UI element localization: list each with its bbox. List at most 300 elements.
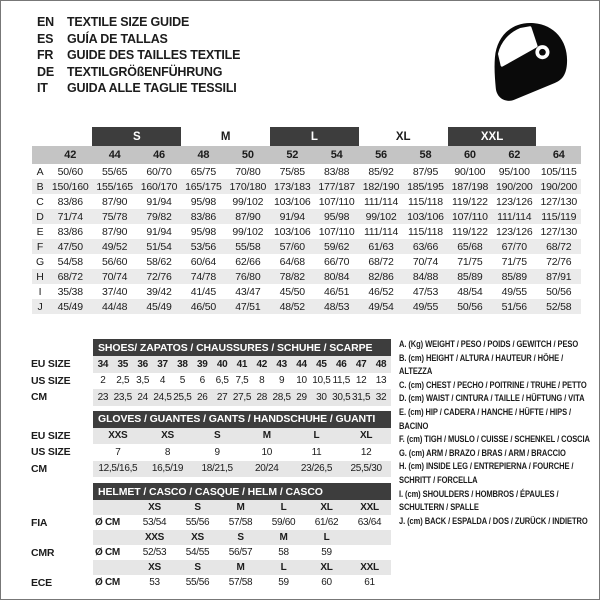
cell-value: 39 <box>192 356 212 373</box>
table-title: HELMET / CASCO / CASQUE / HELM / CASCO <box>93 483 391 500</box>
size-value: 83/86 <box>181 209 225 224</box>
size-group-M: M <box>220 130 231 143</box>
size-value: 99/102 <box>359 209 403 224</box>
helmet-size-header: XXL <box>348 500 391 515</box>
table-row <box>32 146 581 164</box>
size-value: 87/90 <box>101 195 128 208</box>
helmet-size-value: 63/64 <box>357 517 382 528</box>
cell-value: XXS <box>93 428 143 445</box>
helmet-size-value: 53 <box>149 577 160 588</box>
size-value: 91/94 <box>146 195 172 208</box>
size-value: 70/74 <box>92 269 136 284</box>
cell-value: 34 <box>93 356 113 373</box>
table-row <box>31 461 391 478</box>
helmet-size-value: 61 <box>364 577 375 588</box>
size-value: 87/95 <box>412 165 439 178</box>
size-value: 41/45 <box>190 285 217 298</box>
helmet-size-header: S <box>176 500 219 515</box>
cell-value: 32 <box>371 389 391 406</box>
size-value: 43/47 <box>235 285 261 298</box>
cell-value: 5 <box>179 375 185 387</box>
cell-value: 10,5 <box>312 375 331 387</box>
size-value: 165/175 <box>181 179 225 194</box>
size-value: 72/76 <box>546 255 572 268</box>
row-letter-H: H <box>32 269 48 284</box>
size-value: 49/55 <box>403 299 447 314</box>
size-value: 79/82 <box>137 209 181 224</box>
size-value: 46/50 <box>181 299 225 314</box>
table-row <box>32 269 581 284</box>
table-row <box>31 373 391 390</box>
size-group-XXL: XXL <box>448 127 537 146</box>
size-value: 190/200 <box>536 179 581 194</box>
size-value: 115/118 <box>407 225 443 238</box>
size-value: 95/98 <box>314 209 358 224</box>
size-value: 187/198 <box>448 179 492 194</box>
table-row <box>31 428 391 445</box>
size-value: 103/106 <box>273 225 311 238</box>
size-value: 72/76 <box>137 269 181 284</box>
cell-value: 48 <box>371 356 391 373</box>
helmet-size-value: 59 <box>321 547 332 558</box>
size-value: 68/72 <box>48 269 92 284</box>
helmet-size-value: 58 <box>278 547 289 558</box>
language-code: ES <box>37 31 54 46</box>
language-title-list <box>37 14 240 97</box>
helmet-size-header: XXL <box>348 560 391 575</box>
cell-value: 16,5/19 <box>143 461 193 478</box>
language-row-es <box>37 31 240 48</box>
table-row <box>31 339 391 356</box>
size-value: 91/94 <box>270 209 314 224</box>
row-letter-A: A <box>36 165 44 178</box>
shoes-size-table <box>31 339 391 406</box>
language-row-en <box>37 14 240 31</box>
row-letter-E: E <box>36 225 44 238</box>
size-value: 57/60 <box>270 239 314 254</box>
size-value: 54/58 <box>57 255 83 268</box>
helmet-size-table <box>31 483 391 590</box>
size-value: 48/52 <box>270 299 314 314</box>
size-value: 52/58 <box>536 299 581 314</box>
cell-value: 27 <box>212 389 232 406</box>
size-value: 48/53 <box>314 299 358 314</box>
size-value: 185/195 <box>403 179 447 194</box>
size-value: 75/85 <box>279 165 305 178</box>
size-value: 95/98 <box>190 225 217 238</box>
table-row <box>32 194 581 209</box>
cell-value: 20/24 <box>242 461 292 478</box>
size-value: 60/70 <box>146 165 172 178</box>
size-value: 78/82 <box>270 269 314 284</box>
size-value: 58/62 <box>146 255 172 268</box>
helmet-size-value: 59/60 <box>271 517 296 528</box>
cell-value: 40 <box>212 356 232 373</box>
size-value: 39/42 <box>146 285 172 298</box>
size-value: 50/60 <box>57 165 83 178</box>
language-row-it <box>37 80 240 97</box>
cell-value: 47 <box>351 356 371 373</box>
cell-value: 43 <box>272 356 292 373</box>
helmet-size-header: XL <box>305 500 348 515</box>
cell-value: 12 <box>355 375 367 387</box>
helmet-size-value: 57/58 <box>228 517 253 528</box>
helmet-size-header: L <box>305 530 348 545</box>
helmet-size-value: 55/56 <box>185 517 210 528</box>
size-value: 107/110 <box>318 195 355 208</box>
size-header-56: 56 <box>359 146 403 164</box>
size-value: 50/56 <box>448 299 492 314</box>
size-value: 82/86 <box>359 269 403 284</box>
size-value: 85/89 <box>448 269 492 284</box>
size-value: 87/91 <box>536 269 581 284</box>
cell-value: S <box>192 428 242 445</box>
helmet-size-value: 61/62 <box>314 517 339 528</box>
size-value: 90/100 <box>454 165 486 178</box>
row-label-cm: CM <box>31 389 93 406</box>
size-group-spacer <box>536 127 581 146</box>
size-value: 160/170 <box>137 179 181 194</box>
gloves-size-table <box>31 411 391 478</box>
row-label-cm: CM <box>31 461 93 478</box>
title-spacer <box>31 411 93 428</box>
cell-value: 6,5 <box>215 375 229 387</box>
cell-value: 13 <box>375 375 387 387</box>
size-value: 99/102 <box>232 195 264 208</box>
legend-item: G. (cm) ARM / BRAZO / BRAS / ARM / BRACCIO <box>399 447 566 458</box>
cell-value: 46 <box>331 356 351 373</box>
helmet-size-header: L <box>262 560 305 575</box>
size-value: 55/65 <box>101 165 128 178</box>
cell-value: 11 <box>311 446 322 458</box>
helmet-size-value: 60 <box>321 577 332 588</box>
size-row-spacer <box>31 500 93 515</box>
size-value: 46/51 <box>324 285 350 298</box>
size-value: 83/86 <box>57 195 83 208</box>
title-spacer <box>31 339 93 356</box>
cell-value: XS <box>143 428 193 445</box>
row-label-fia: FIA <box>31 515 93 530</box>
table-row <box>31 545 391 560</box>
table-row <box>32 179 581 194</box>
language-code: FR <box>37 48 54 62</box>
size-value: 127/130 <box>540 195 578 208</box>
cell-value: 10 <box>296 375 307 387</box>
size-value: 68/72 <box>536 239 581 254</box>
size-header-46: 46 <box>137 146 181 164</box>
diameter-unit: Ø CM <box>95 577 120 588</box>
size-value: 85/89 <box>492 269 536 284</box>
cell-value: 30,5 <box>331 389 351 406</box>
size-value: 60/64 <box>190 255 217 268</box>
cell-value: M <box>242 428 292 445</box>
size-value: 103/106 <box>273 195 311 208</box>
helmet-size-value: 56/57 <box>228 547 253 558</box>
accessory-tables <box>31 339 391 595</box>
cell-value: 28,5 <box>272 389 292 406</box>
size-value: 173/183 <box>270 179 314 194</box>
legend-item: F. (cm) TIGH / MUSLO / CUISSE / SCHENKEL / COSCIA <box>399 434 590 445</box>
row-letter-J: J <box>32 299 48 314</box>
cell-value: 3,5 <box>136 375 150 387</box>
helmet-size-header: XXS <box>133 530 176 545</box>
size-value: 50/56 <box>546 285 572 298</box>
row-letter-G: G <box>36 255 44 268</box>
row-label-eu-size: EU SIZE <box>31 356 93 373</box>
row-label-cmr: CMR <box>31 545 93 560</box>
row-letter-F: F <box>32 239 48 254</box>
guide-title: GUIDA ALLE TAGLIE TESSILI <box>67 81 237 95</box>
helmet-size-header: XS <box>133 560 176 575</box>
cell-value: 41 <box>232 356 252 373</box>
size-value: 119/122 <box>451 195 488 208</box>
helmet-size-value <box>348 545 391 560</box>
size-value: 111/114 <box>492 209 536 224</box>
size-header-42: 42 <box>48 146 92 164</box>
size-value: 123/126 <box>495 225 533 238</box>
cell-value: 23 <box>93 389 113 406</box>
size-header-64: 64 <box>536 146 581 164</box>
size-value: 177/187 <box>314 179 358 194</box>
size-value: 49/52 <box>92 239 136 254</box>
row-label-us-size: US SIZE <box>31 373 93 390</box>
table-row <box>32 209 581 224</box>
size-value: 95/100 <box>498 165 530 178</box>
cell-value: XL <box>341 428 391 445</box>
table-row <box>32 224 581 239</box>
size-value: 74/78 <box>181 269 225 284</box>
size-value: 99/102 <box>232 225 264 238</box>
legend-item: H. (cm) INSIDE LEG / ENTREPIERNA / FOURCHE / SCHRITT / FORCELLA <box>399 461 574 485</box>
size-value: 56/60 <box>101 255 128 268</box>
size-value: 70/74 <box>412 255 439 268</box>
table-row <box>31 411 391 428</box>
table-row <box>31 530 391 545</box>
table-row <box>32 127 581 146</box>
cell-value: 23,5 <box>113 389 133 406</box>
legend-item: J. (cm) BACK / ESPALDA / DOS / ZURÜCK / INDIETRO <box>399 515 588 526</box>
size-header-52: 52 <box>270 146 314 164</box>
size-group-spacer <box>32 127 92 146</box>
size-value: 61/63 <box>359 239 403 254</box>
size-value: 35/38 <box>57 285 83 298</box>
size-value: 45/49 <box>48 299 92 314</box>
table-row <box>31 483 391 500</box>
size-band-spacer <box>32 146 48 164</box>
size-value: 67/70 <box>492 239 536 254</box>
cell-value: 2 <box>100 375 106 387</box>
helmet-size-value: 57/58 <box>228 577 253 588</box>
row-letter-D: D <box>32 209 48 224</box>
table-title: SHOES/ ZAPATOS / CHAUSSURES / SCHUHE / SCARPE <box>93 339 391 356</box>
cell-value: 7,5 <box>235 375 249 387</box>
textile-size-table <box>32 127 581 314</box>
cell-value: 26 <box>192 389 212 406</box>
cell-value: 12,5/16,5 <box>93 461 143 478</box>
cell-value: 9 <box>279 375 285 387</box>
size-group-L: L <box>270 127 359 146</box>
size-value: 111/114 <box>363 225 399 238</box>
size-value: 71/75 <box>501 255 527 268</box>
size-value: 68/72 <box>368 255 394 268</box>
size-value: 65/75 <box>190 165 217 178</box>
size-header-48: 48 <box>181 146 225 164</box>
size-value: 51/56 <box>492 299 536 314</box>
cell-value: L <box>292 428 342 445</box>
language-code: DE <box>37 64 54 79</box>
cell-value: 11,5 <box>332 375 350 387</box>
table-row <box>31 444 391 461</box>
table-row <box>32 299 581 314</box>
size-value: 64/68 <box>279 255 305 268</box>
guide-title: TEXTILGRÖßENFÜHRUNG <box>67 64 223 79</box>
language-row-fr <box>37 47 240 64</box>
size-value: 71/75 <box>457 255 483 268</box>
size-value: 65/68 <box>448 239 492 254</box>
size-group-S: S <box>92 127 181 146</box>
size-value: 182/190 <box>359 179 403 194</box>
cell-value: 2,5 <box>116 375 130 387</box>
size-value: 80/84 <box>314 269 358 284</box>
cell-value: 38 <box>172 356 192 373</box>
size-value: 119/122 <box>451 225 488 238</box>
measurement-legend <box>399 338 596 528</box>
size-value: 190/200 <box>492 179 536 194</box>
size-value: 87/90 <box>101 225 128 238</box>
size-value: 63/66 <box>403 239 447 254</box>
cell-value: 37 <box>153 356 173 373</box>
size-value: 45/49 <box>137 299 181 314</box>
cell-value: 23/26,5 <box>292 461 342 478</box>
cell-value: 4 <box>159 375 166 387</box>
size-value: 59/62 <box>314 239 358 254</box>
cell-value: 8 <box>164 446 171 458</box>
size-value: 55/58 <box>226 239 270 254</box>
table-row <box>32 164 581 179</box>
helmet-size-header: S <box>219 530 262 545</box>
full-face-helmet-icon <box>487 15 575 107</box>
size-header-54: 54 <box>314 146 358 164</box>
unit-spacer <box>93 530 133 545</box>
row-label-ece: ECE <box>31 575 93 590</box>
helmet-logo <box>487 15 575 107</box>
helmet-size-header: M <box>219 560 262 575</box>
table-row <box>31 356 391 373</box>
size-value: 66/70 <box>324 255 350 268</box>
cell-value: 31,5 <box>351 389 371 406</box>
size-header-62: 62 <box>492 146 536 164</box>
size-value: 127/130 <box>540 225 578 238</box>
language-code: EN <box>37 15 54 29</box>
helmet-size-header: XL <box>305 560 348 575</box>
legend-item: I. (cm) SHOULDERS / HOMBROS / ÉPAULES / SCHULTERN / SPALLE <box>399 488 559 513</box>
size-value: 47/50 <box>48 239 92 254</box>
cell-value: 25,5 <box>172 389 192 406</box>
size-value: 44/48 <box>92 299 136 314</box>
size-value: 115/119 <box>536 209 581 224</box>
size-value: 47/51 <box>226 299 270 314</box>
table-row <box>31 575 391 590</box>
size-value: 75/78 <box>92 209 136 224</box>
cell-value: 7 <box>115 446 121 458</box>
size-group-XL: XL <box>395 130 411 143</box>
row-label-eu-size: EU SIZE <box>31 428 93 445</box>
legend-item: C. (cm) CHEST / PECHO / POITRINE / TRUHE / PETTO <box>399 379 587 390</box>
size-value: 83/86 <box>57 225 83 238</box>
size-value: 150/160 <box>48 179 92 194</box>
size-value: 105/115 <box>540 165 577 178</box>
size-value: 71/74 <box>48 209 92 224</box>
helmet-size-value: 54/55 <box>185 547 210 558</box>
size-value: 170/180 <box>226 179 270 194</box>
table-title: GLOVES / GUANTES / GANTS / HANDSCHUHE / GUANTI <box>93 411 391 428</box>
size-header-58: 58 <box>403 146 447 164</box>
table-row <box>31 389 391 406</box>
size-value: 76/80 <box>226 269 270 284</box>
size-value: 53/56 <box>181 239 225 254</box>
legend-item: D. (cm) WAIST / CINTURA / TAILLE / HÜFTUNG / VITA <box>399 393 585 404</box>
size-value: 115/118 <box>407 195 443 208</box>
size-value: 70/80 <box>235 165 261 178</box>
diameter-unit: Ø CM <box>95 517 120 528</box>
guide-title: GUÍA DE TALLAS <box>67 31 168 46</box>
title-spacer <box>31 483 93 500</box>
size-value: 49/55 <box>501 285 527 298</box>
size-value: 85/92 <box>368 165 394 178</box>
unit-spacer <box>93 500 133 515</box>
cell-value: 42 <box>252 356 272 373</box>
row-letter-B: B <box>32 179 48 194</box>
cell-value: 24 <box>133 389 153 406</box>
cell-value: 18/21,5 <box>192 461 242 478</box>
size-value: 155/165 <box>92 179 136 194</box>
helmet-size-value: 52/53 <box>142 547 167 558</box>
size-row-spacer <box>31 560 93 575</box>
cell-value: 12 <box>360 446 372 458</box>
cell-value: 44 <box>292 356 312 373</box>
table-row <box>31 560 391 575</box>
table-row <box>32 254 581 269</box>
size-value: 37/40 <box>101 285 128 298</box>
helmet-size-header: XS <box>133 500 176 515</box>
helmet-size-header: M <box>262 530 305 545</box>
size-row-spacer <box>31 530 93 545</box>
row-label-us-size: US SIZE <box>31 444 93 461</box>
guide-title: GUIDE DES TAILLES TEXTILE <box>67 48 241 62</box>
size-value: 123/126 <box>495 195 533 208</box>
helmet-size-header: L <box>262 500 305 515</box>
size-value: 45/50 <box>279 285 305 298</box>
cell-value: 45 <box>311 356 331 373</box>
cell-value: 35 <box>113 356 133 373</box>
cell-value: 36 <box>133 356 153 373</box>
size-value: 95/98 <box>190 195 217 208</box>
size-value: 84/88 <box>403 269 447 284</box>
legend-item: E. (cm) HIP / CADERA / HANCHE / HÜFTE / HIPS / BACINO <box>399 406 572 431</box>
size-value: 62/66 <box>235 255 261 268</box>
cell-value: 9 <box>214 446 220 458</box>
cell-value: 25,5/30 <box>341 461 391 478</box>
size-value: 49/54 <box>359 299 403 314</box>
table-row <box>32 284 581 299</box>
cell-value: 27,5 <box>232 389 252 406</box>
table-row <box>31 515 391 530</box>
cell-value: 6 <box>199 375 205 387</box>
cell-value: 30 <box>311 389 331 406</box>
table-row <box>32 239 581 254</box>
size-value: 51/54 <box>137 239 181 254</box>
size-header-60: 60 <box>448 146 492 164</box>
